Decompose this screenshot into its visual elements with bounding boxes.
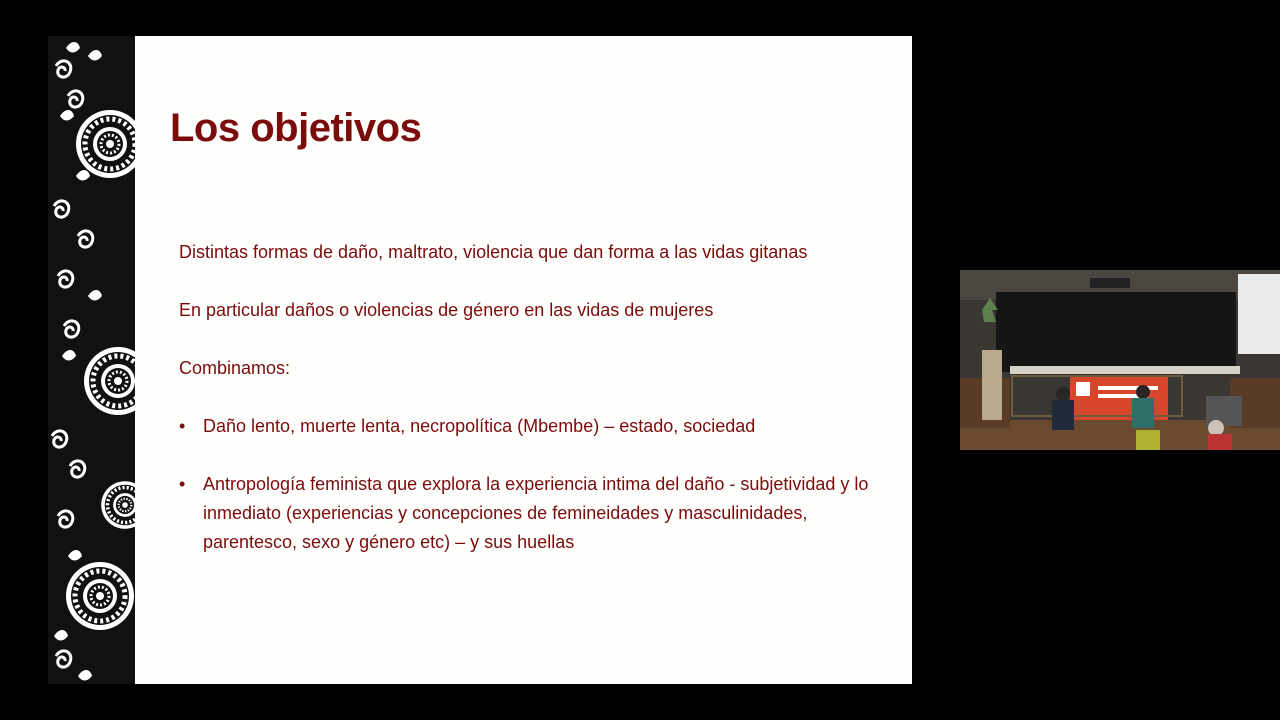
lecture-hall-camera-icon [960, 270, 1280, 450]
slide-paragraph: En particular daños o violencias de género en las vidas de mujeres [179, 300, 714, 320]
bullet-text: Daño lento, muerte lenta, necropolítica (Mbembe) – estado, sociedad [203, 416, 756, 436]
bullet-marker: • [179, 474, 186, 494]
bullet-text: Antropología feminista que explora la experiencia intima del daño - subjetividad y lo inmediato (experiencias y concepciones de femineidades y masculinidades, parentesco, sexo y género etc) – y sus huellas [203, 474, 869, 552]
slide-paragraph: Combinamos: [179, 358, 291, 378]
bullet-item [179, 412, 869, 441]
presentation-slide [48, 36, 912, 684]
slide-body [179, 238, 869, 586]
bullet-marker: • [179, 416, 186, 436]
slide-title: Los objetivos [170, 106, 422, 150]
slide-paragraph: Distintas formas de daño, maltrato, violencia que dan forma a las vidas gitanas [179, 242, 808, 262]
floral-pattern-icon [48, 36, 135, 684]
bullet-item [179, 470, 869, 557]
decorative-pattern [48, 36, 135, 684]
speaker-video-feed[interactable] [960, 270, 1280, 450]
